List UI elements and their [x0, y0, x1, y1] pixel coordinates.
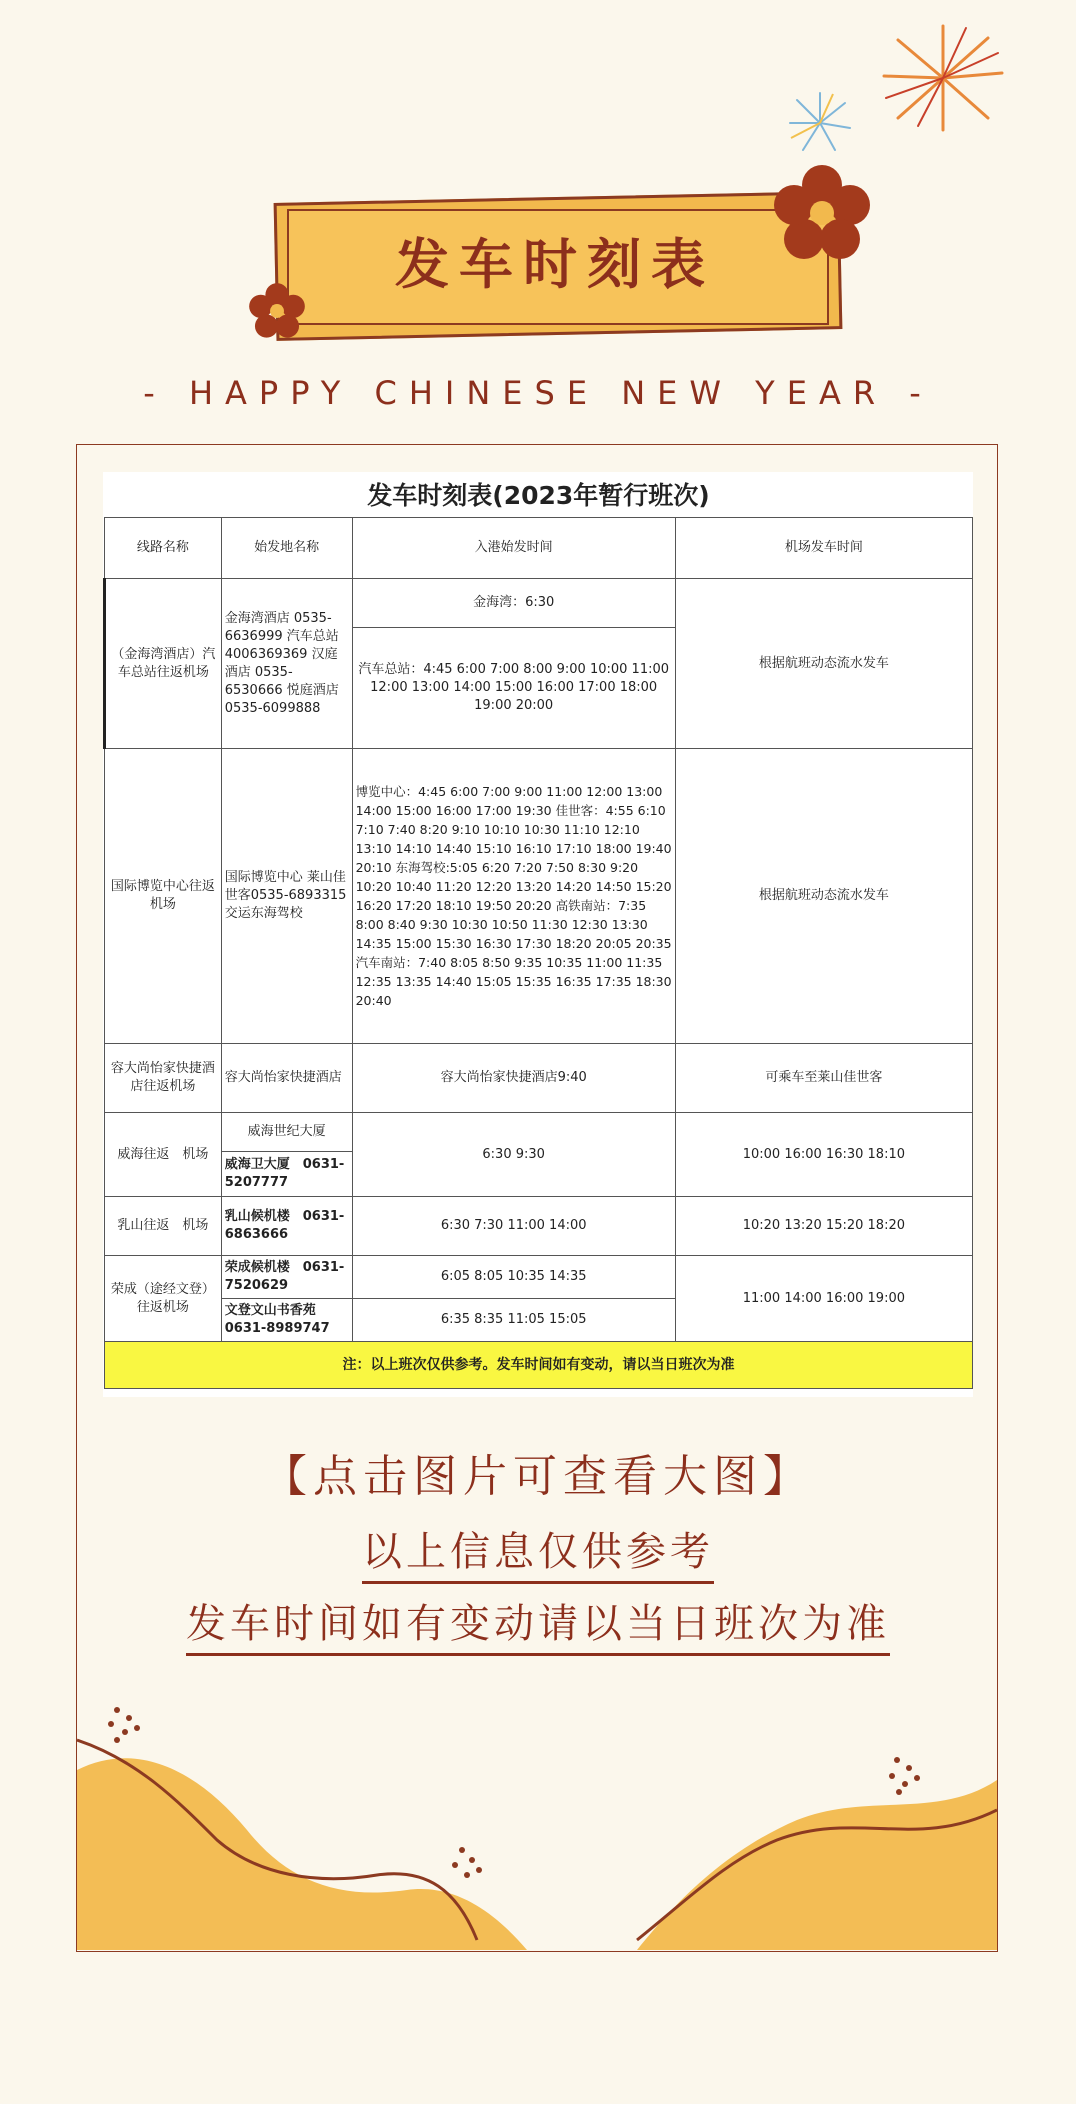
airport-cell: 10:00 16:00 16:30 18:10: [675, 1113, 972, 1197]
airport-cell: 10:20 13:20 15:20 18:20: [675, 1197, 972, 1256]
origin-cell: 乳山候机楼 0631-6863666: [221, 1197, 352, 1256]
column-header: 入港始发时间: [352, 518, 675, 579]
departure-cell: 6:35 8:35 11:05 15:05: [352, 1299, 675, 1342]
departure-cell: 6:30 7:30 11:00 14:00: [352, 1197, 675, 1256]
timetable-title: 发车时刻表(2023年暂行班次): [105, 475, 973, 518]
origin-cell: 荣成候机楼 0631-7520629: [221, 1256, 352, 1299]
airport-cell: 根据航班动态流水发车: [675, 749, 972, 1044]
departure-cell: 金海湾：6:30: [352, 579, 675, 628]
route-cell: 乳山往返 机场: [105, 1197, 222, 1256]
origin-cell: 国际博览中心 莱山佳世客0535-6893315 交运东海驾校: [221, 749, 352, 1044]
route-cell: 荣成（途经文登）往返机场: [105, 1256, 222, 1342]
view-large-image-link[interactable]: 【点击图片可查看大图】: [263, 1451, 813, 1502]
disclaimer-line: 发车时间如有变动请以当日班次为准: [186, 1592, 890, 1656]
departure-cell: 容大尚怡家快捷酒店9:40: [352, 1044, 675, 1113]
timetable-note: 注：以上班次仅供参考。发车时间如有变动，请以当日班次为准: [105, 1342, 973, 1389]
route-cell: 容大尚怡家快捷酒店往返机场: [105, 1044, 222, 1113]
subtitle: - HAPPY CHINESE NEW YEAR -: [143, 374, 933, 412]
departure-cell: 6:05 8:05 10:35 14:35: [352, 1256, 675, 1299]
column-header: 线路名称: [105, 518, 222, 579]
route-cell: 国际博览中心往返机场: [105, 749, 222, 1044]
column-header: 机场发车时间: [675, 518, 972, 579]
route-cell: 威海往返 机场: [105, 1113, 222, 1197]
origin-cell: 容大尚怡家快捷酒店: [221, 1044, 352, 1113]
airport-cell: 11:00 14:00 16:00 19:00: [675, 1256, 972, 1342]
airport-cell: 根据航班动态流水发车: [675, 579, 972, 749]
column-header: 始发地名称: [221, 518, 352, 579]
departure-cell: 6:30 9:30: [352, 1113, 675, 1197]
origin-cell: 威海世纪大厦: [221, 1113, 352, 1152]
airport-cell: 可乘车至莱山佳世客: [675, 1044, 972, 1113]
firework-large-icon: [878, 18, 1008, 138]
origin-cell: 文登文山书香苑 0631-8989747: [221, 1299, 352, 1342]
banner-title: 发车时刻表: [395, 233, 715, 296]
firework-small-icon: [785, 88, 855, 158]
origin-cell: 威海卫大厦 0631-5207777: [221, 1152, 352, 1197]
departure-cell: 博览中心：4:45 6:00 7:00 9:00 11:00 12:00 13:00 14:00 15:00 16:00 17:00 19:30 佳世客：4:55 6:10 7:10 7:40 8:20 9:10 10:10 10:30 11:10 12:10 13:10 14:10 14:40 15:10 16:10 17:10 18:00 19:40 20:10 东海驾校:5:05 6:20 7:20 7:50 8:30 9:20 10:20 10:40 11:20 12:20 13:20 14:20 14:50 15:20 16:20 17:20 18:10 19:50 20:20 高铁南站：7:35 8:00 8:40 9:30 10:30 10:50 11:30 12:30 13:30 14:35 15:00 15:30 16:30 17:30 18:20 20:05 20:35 汽车南站：7:40 8:05 8:50 9:35 10:35 11:00 11:35 12:35 13:35 14:40 15:05 15:35 16:35 17:35 18:30 20:40: [352, 749, 675, 1044]
departure-cell: 汽车总站：4:45 6:00 7:00 8:00 9:00 10:00 11:00 12:00 13:00 14:00 15:00 16:00 17:00 18:00 19:00 20:00: [352, 628, 675, 749]
origin-cell: 金海湾酒店 0535-6636999 汽车总站 4006369369 汉庭酒店 0535-6530666 悦庭酒店 0535-6099888: [221, 579, 352, 749]
wave-decoration: [77, 1700, 997, 1950]
timetable[interactable]: [103, 475, 973, 1389]
disclaimer-line: 以上信息仅供参考: [362, 1520, 714, 1584]
route-cell: （金海湾酒店）汽车总站往返机场: [105, 579, 222, 749]
